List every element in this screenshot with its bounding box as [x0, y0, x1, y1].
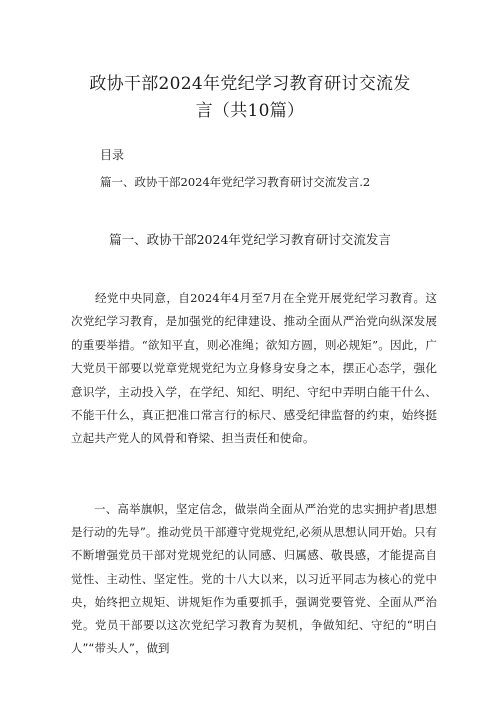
- toc-item[interactable]: 篇一、政协干部2024年党纪学习教育研讨交流发言.2: [100, 175, 371, 189]
- body-paragraph: 经党中央同意，自2024年4月至7月在全党开展党纪学习教育。这次党纪学习教育，是加强党的纪律建设、推动全面从严治党向纵深发展的重要举措。“欲知平直，则必准绳；欲知方圆，则必规矩”。因此，广大党员干部要以党章党规党纪为立身修身安身之本，摆正心态学，强化意识学，主动投入学，在学纪、知纪、明纪、守纪中弄明白能干什么、不能干什么，真正把准口常言行的标尺、感受纪律监督的约束，始终挺立起共产党人的风骨和脊梁、担当责任和使命。: [71, 291, 437, 446]
- body-paragraph: 一、高举旗帜，坚定信念，做崇尚全面从严治党的忠实拥护者J思想是行动的先导”。推动党员干部遵守党规党纪,必须从思想认同开始。只有不断增强党员干部对党规党纪的认同感、归属感、敬畏感，才能提高自觉性、主动性、坚定性。党的十八大以来，以习近平同志为核心的党中央，始终把立规矩、讲规矩作为重要抓手，强调党要管党、全面从严治党。党员干部要以这次党纪学习教育为契机，争做知纪、守纪的“明白人”“带头人”，做到: [71, 502, 437, 656]
- section-heading: 篇一、政协干部2024年党纪学习教育研讨交流发言: [109, 232, 391, 247]
- document-title-line-1: 政协干部2024年党纪学习教育研讨交流发: [89, 74, 411, 94]
- toc-heading: 目录: [100, 148, 125, 162]
- document-title-line-2: 言（共10篇）: [195, 101, 305, 121]
